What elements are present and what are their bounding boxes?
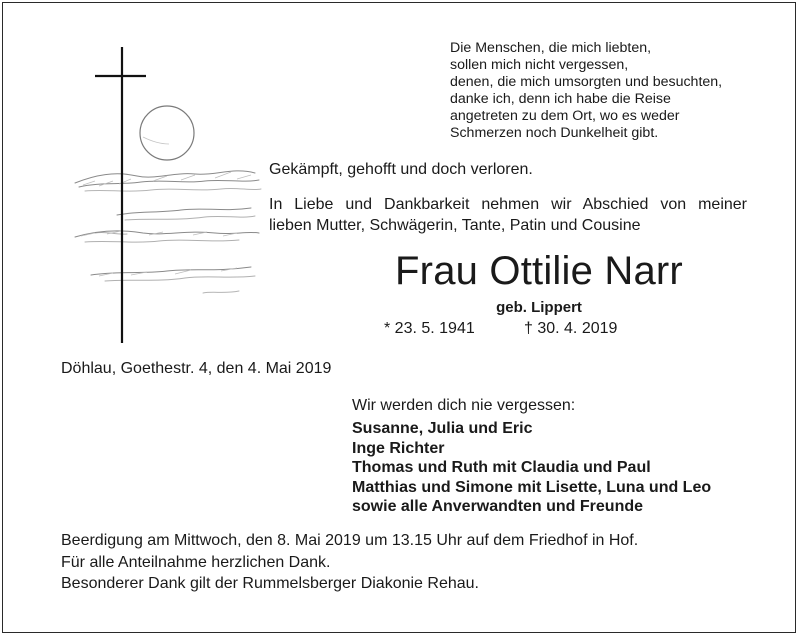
cross-icon: [95, 47, 146, 343]
mourner-line: Susanne, Julia und Eric: [352, 420, 533, 437]
motto: Gekämpft, gehofft und doch verloren.: [269, 161, 533, 178]
place-and-date: Döhlau, Goethestr. 4, den 4. Mai 2019: [61, 360, 332, 377]
special-thanks-line: Besonderer Dank gilt der Rummelsberger Diakonie Rehau.: [61, 575, 479, 592]
poem-line: danke ich, denn ich habe die Reise: [450, 91, 671, 107]
cross-landscape-illustration: [55, 45, 265, 345]
landscape-shading: [81, 172, 251, 276]
funeral-info: Beerdigung am Mittwoch, den 8. Mai 2019 um 13.15 Uhr auf dem Friedhof in Hof.: [61, 532, 639, 549]
closing-notes: [61, 530, 638, 595]
poem-line: denen, die mich umsorgten und besuchten,: [450, 74, 723, 90]
poem-line: Schmerzen noch Dunkelheit gibt.: [450, 125, 659, 141]
birth-date: * 23. 5. 1941: [384, 320, 475, 337]
intro-line: lieben Mutter, Schwägerin, Tante, Patin und Cousine: [269, 217, 641, 234]
birth-name: geb. Lippert: [496, 299, 582, 316]
poem-line: sollen mich nicht vergessen,: [450, 57, 629, 73]
intro-text: [269, 194, 747, 236]
obituary-notice: [2, 2, 796, 633]
remembrance-line: Wir werden dich nie vergessen:: [352, 397, 576, 414]
mourner-line: Matthias und Simone mit Lisette, Luna und Leo: [352, 478, 712, 496]
poem: [450, 40, 770, 142]
intro-line: In Liebe und Dankbarkeit nehmen wir Abschied von meiner: [269, 196, 747, 213]
mourners-list: [352, 419, 711, 517]
poem-line: angetreten zu dem Ort, wo es weder: [450, 108, 680, 124]
deceased-name: Frau Ottilie Narr: [395, 249, 683, 293]
mourner-line: Inge Richter: [352, 439, 445, 457]
mourner-line: Thomas und Ruth mit Claudia und Paul: [352, 459, 651, 477]
thanks-line: Für alle Anteilnahme herzlichen Dank.: [61, 553, 331, 571]
sun-icon: [140, 106, 194, 160]
landscape-sketch: [75, 171, 261, 293]
poem-line: Die Menschen, die mich liebten,: [450, 40, 652, 56]
mourner-line: sowie alle Anverwandten und Freunde: [352, 498, 644, 516]
death-date: † 30. 4. 2019: [524, 320, 618, 337]
